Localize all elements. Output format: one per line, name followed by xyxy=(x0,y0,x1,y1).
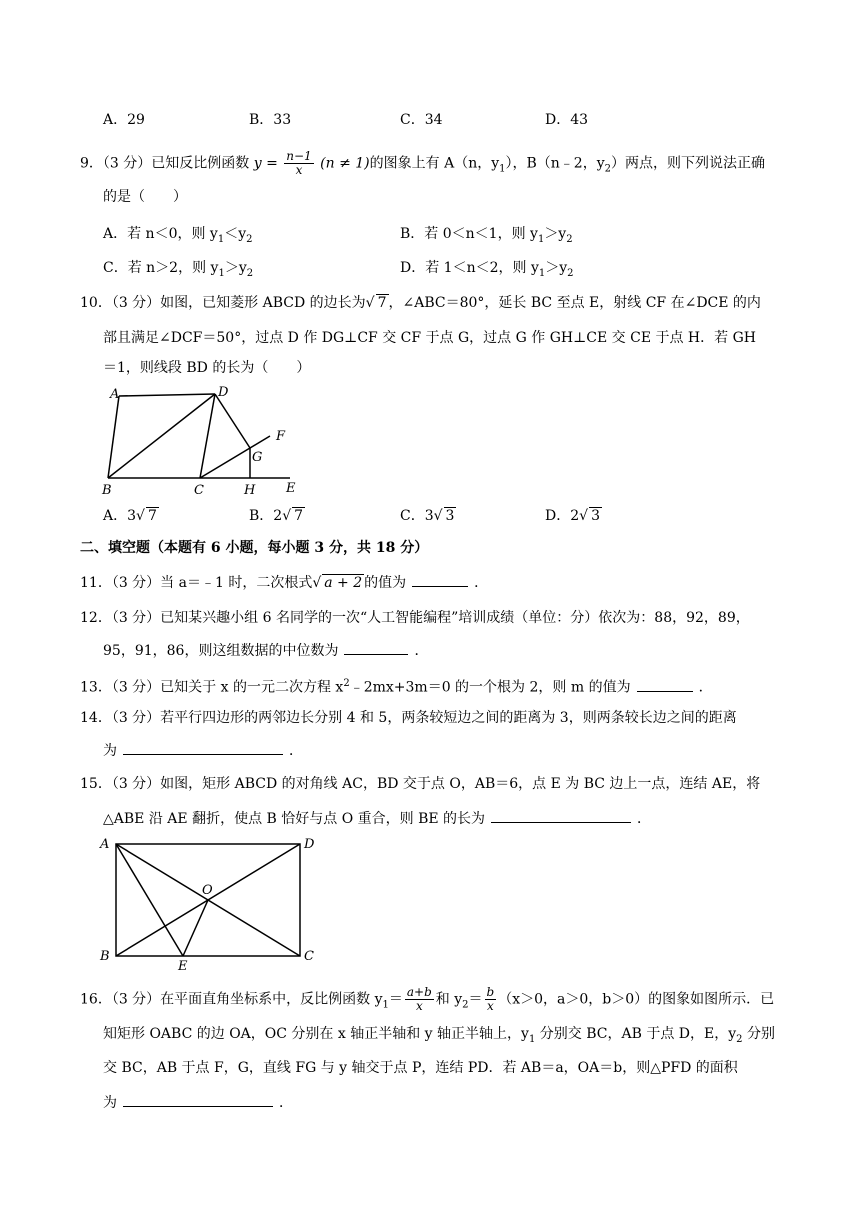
segment-ad xyxy=(119,394,215,396)
label-d: D xyxy=(304,837,315,852)
label-h: H xyxy=(244,483,256,498)
q12-stem-line2: 95，91，86，则这组数据的中位数为 ． xyxy=(103,640,428,661)
q16-fraction-2: $\frac{b}{x}$ xyxy=(486,985,495,1013)
q9-option-d: D．若 1＜n＜2，则 $y_1>y_2$ xyxy=(400,260,574,279)
segment-bd xyxy=(108,394,215,478)
q10-option-a: A．3√ 7 xyxy=(103,508,157,524)
label-c: C xyxy=(194,483,204,498)
q9-fraction: $\frac{n-1}{x}$ xyxy=(286,149,312,177)
q13-answer-blank[interactable] xyxy=(637,677,693,692)
q15-stem-line1: 15．（3 分）如图，矩形 ABCD 的对角线 AC，BD 交于点 O，AB＝6，点 E 为 BC 边上一点，连结 AE，将 xyxy=(80,776,761,792)
q8-option-c: C．34 xyxy=(400,112,443,128)
segment-ab xyxy=(108,396,119,478)
q15-stem-line2: △ABE 沿 AE 翻折，使点 B 恰好与点 O 重合，则 BE 的长为 ． xyxy=(103,808,651,829)
q16-stem-line2: 知矩形 OABC 的边 OA，OC 分别在 x 轴正半轴和 y 轴正半轴上，$y_1$ 分别交 BC，AB 于点 D，E，$y_2$ 分别 xyxy=(103,1026,775,1045)
q15-answer-blank[interactable] xyxy=(491,808,631,823)
q10-option-c: C．3√ 3 xyxy=(400,508,455,524)
q8-option-d: D．43 xyxy=(545,112,589,128)
label-e: E xyxy=(286,481,296,496)
q14-stem-line2: 为 ． xyxy=(103,740,303,761)
q9-option-a: A．若 n＜0，则 $y_1<y_2$ xyxy=(103,226,253,245)
label-e: E xyxy=(178,959,188,972)
label-a: A xyxy=(100,837,110,852)
q16-stem-line1: 16．（3 分）在平面直角坐标系中，反比例函数 $y_1=$ $\frac{a+b}{x}$ 和 $y_2=$ $\frac{b}{x}$ （x＞0，a＞0，b＞0）的图象如图所示．已 xyxy=(80,985,775,1013)
q12-answer-blank[interactable] xyxy=(344,640,408,655)
q10-option-d: D．2√ 3 xyxy=(545,508,600,524)
label-b: B xyxy=(100,949,110,964)
q10-option-b: B．2√ 7 xyxy=(249,508,304,524)
q9-option-b: B．若 0＜n＜1，则 $y_1>y_2$ xyxy=(400,226,573,245)
label-c: C xyxy=(304,949,314,964)
q13-stem: 13．（3 分）已知关于 x 的一元二次方程 $x^2﹣2mx+3m=0$ 的一个根为 2，则 m 的值为 ． xyxy=(80,678,713,696)
label-a: A xyxy=(110,387,120,402)
q11-stem: 11．（3 分）当 a＝﹣1 时，二次根式√ a + 2 的值为 ． xyxy=(80,572,488,593)
q10-stem-line1: 10．（3 分）如图，已知菱形 ABCD 的边长为√ 7 ，∠ABC＝80°，延长 BC 至点 E，射线 CF 在∠DCE 的内 xyxy=(80,295,761,311)
label-d: D xyxy=(218,385,229,400)
segment-dc xyxy=(200,394,215,478)
q9-stem-line1: 9．（3 分）已知反比例函数 y = $\frac{n-1}{x}$ (n ≠ 1)的图象上有 A（n，$y_1$），B（n﹣2，$y_2$）两点，则下列说法正确 xyxy=(80,149,765,177)
q14-stem-line1: 14．（3 分）若平行四边形的两邻边长分别 4 和 5，两条较短边之间的距离为 3，则两条较长边之间的距离 xyxy=(80,710,737,726)
section-2-heading: 二、填空题（本题有 6 小题，每小题 3 分，共 18 分） xyxy=(80,540,429,556)
q8-option-b: B．33 xyxy=(249,112,292,128)
q16-stem-line3: 交 BC，AB 于点 F，G，直线 FG 与 y 轴交于点 P，连结 PD．若 AB＝a，OA＝b，则△PFD 的面积 xyxy=(103,1060,738,1076)
q10-stem-line3: ＝1，则线段 BD 的长为（ ） xyxy=(103,360,311,376)
segment-ae xyxy=(116,844,183,956)
q16-answer-blank[interactable] xyxy=(123,1092,273,1107)
label-o: O xyxy=(202,883,213,898)
q12-stem-line1: 12．（3 分）已知某兴趣小组 6 名同学的一次“人工智能编程”培训成绩（单位：分）依次为：88，92，89， xyxy=(80,610,750,626)
label-f: F xyxy=(276,429,286,444)
q10-rhombus-figure xyxy=(100,380,310,500)
q9-option-c: C．若 n＞2，则 $y_1>y_2$ xyxy=(103,260,254,279)
q16-stem-line4: 为 ． xyxy=(103,1092,293,1113)
q10-stem-line2: 部且满足∠DCF＝50°，过点 D 作 DG⊥CF 交 CF 于点 G，过点 G 作 GH⊥CE 交 CE 于点 H．若 GH xyxy=(103,330,756,346)
q8-option-a: A．29 xyxy=(103,112,145,128)
q15-rectangle-figure xyxy=(96,832,326,972)
q9-stem-line2: 的是（ ） xyxy=(103,189,187,205)
q16-fraction-1: $\frac{a+b}{x}$ xyxy=(406,985,432,1013)
label-g: G xyxy=(252,450,263,465)
q11-answer-blank[interactable] xyxy=(412,572,468,587)
segment-dg xyxy=(215,394,250,448)
q14-answer-blank[interactable] xyxy=(123,740,283,755)
label-b: B xyxy=(102,483,112,498)
